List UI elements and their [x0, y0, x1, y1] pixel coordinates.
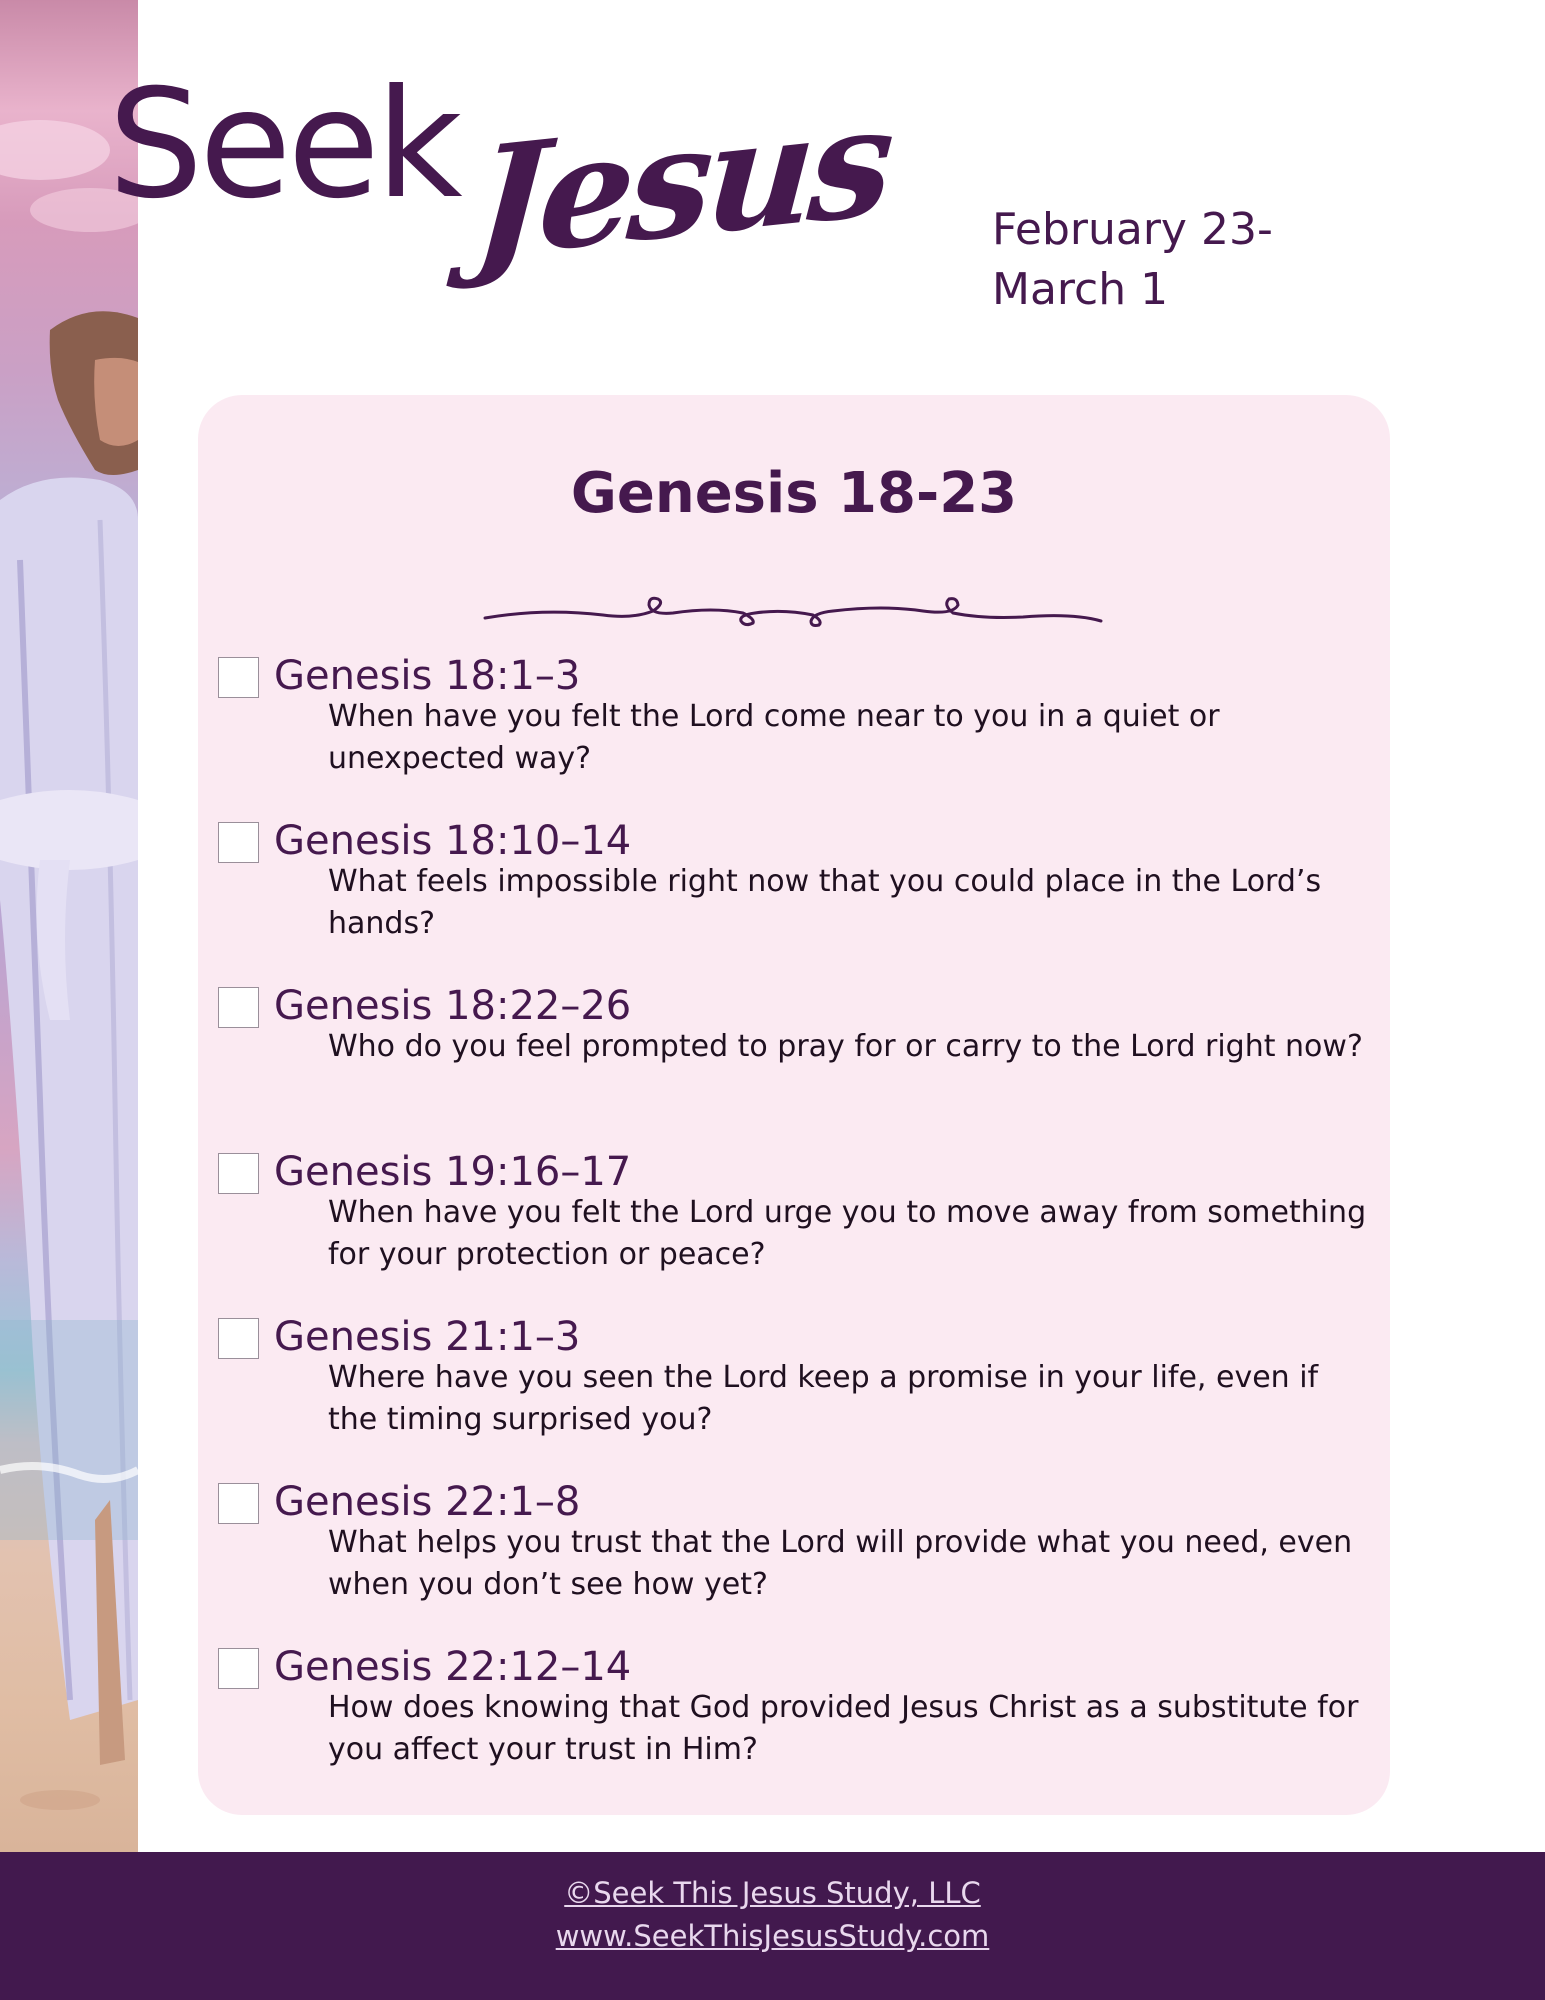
date-line-end: March 1 [992, 263, 1169, 315]
date-range [992, 200, 1352, 320]
reading-checkbox[interactable] [218, 1153, 259, 1194]
scripture-reference: Genesis 21:1–3 [274, 1314, 581, 1360]
reading-checkbox[interactable] [218, 822, 259, 863]
reflection-question: How does knowing that God provided Jesus Christ as a substitute for you affect your trust in Him? [328, 1690, 1359, 1767]
scripture-reference: Genesis 18:1–3 [274, 653, 581, 699]
date-line-start: February 23- [992, 204, 1273, 255]
scripture-reference: Genesis 22:12–14 [274, 1644, 632, 1690]
scripture-reference: Genesis 18:22–26 [274, 983, 632, 1029]
jesus-painting-image [0, 0, 138, 1852]
reading-checkbox[interactable] [218, 1483, 259, 1524]
reading-checkbox[interactable] [218, 987, 259, 1028]
title-seek: Seek [108, 58, 459, 232]
reading-checkbox[interactable] [218, 1648, 259, 1689]
decorative-flourish-divider [483, 593, 1103, 633]
card-title: Genesis 18-23 [570, 461, 1018, 526]
reflection-question: What helps you trust that the Lord will provide what you need, even when you don’t see how yet? [328, 1525, 1353, 1602]
reflection-question: When have you felt the Lord urge you to move away from something for your protection or peace? [328, 1195, 1367, 1272]
reading-checkbox[interactable] [218, 657, 259, 698]
website-link[interactable]: www.SeekThisJesusStudy.com [555, 1919, 990, 1953]
copyright-link[interactable]: ©Seek This Jesus Study, LLC [564, 1876, 981, 1910]
scripture-reference: Genesis 18:10–14 [274, 818, 632, 864]
title-jesus: Jesus [469, 71, 894, 294]
reflection-question: Where have you seen the Lord keep a promise in your life, even if the timing surprised you? [328, 1360, 1319, 1437]
reflection-question: Who do you feel prompted to pray for or carry to the Lord right now? [328, 1029, 1363, 1064]
reading-card [198, 395, 1390, 1815]
reflection-question: What feels impossible right now that you could place in the Lord’s hands? [328, 864, 1322, 941]
scripture-reference: Genesis 19:16–17 [274, 1149, 632, 1195]
reflection-question: When have you felt the Lord come near to you in a quiet or unexpected way? [328, 699, 1220, 776]
reading-checkbox[interactable] [218, 1318, 259, 1359]
scripture-reference: Genesis 22:1–8 [274, 1479, 581, 1525]
footer [0, 1852, 1545, 2000]
